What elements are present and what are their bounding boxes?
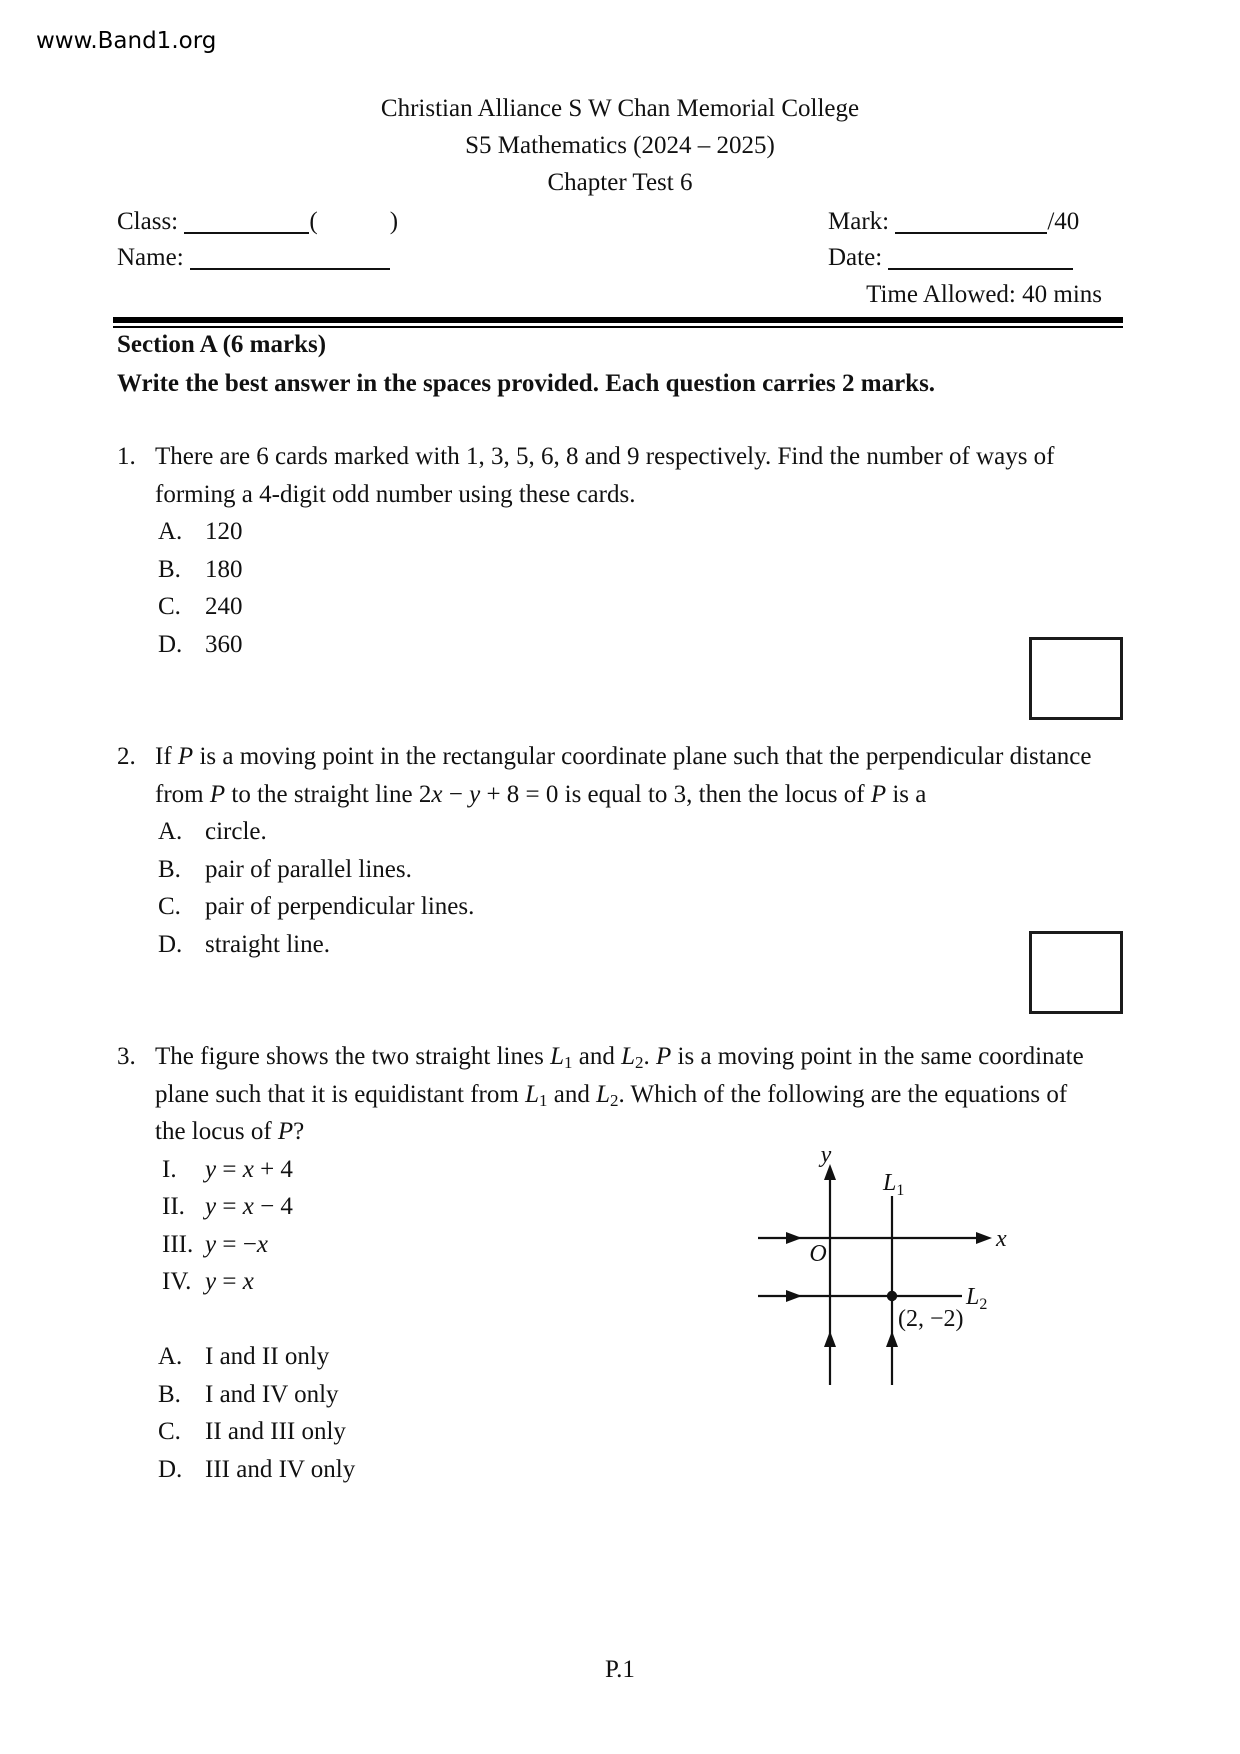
course-title: S5 Mathematics (2024 – 2025) [465, 132, 775, 159]
name-row [117, 242, 390, 274]
question-number: 1. [117, 443, 136, 470]
intersection-point [887, 1291, 897, 1301]
option-row [117, 851, 1127, 889]
statement-text: y = −x [205, 1230, 268, 1258]
line-L1-direction-arrow [886, 1331, 898, 1347]
option-row [117, 926, 1127, 964]
option-letter: C. [158, 593, 181, 620]
school-name: Christian Alliance S W Chan Memorial College [380, 95, 860, 122]
question-text: The figure shows the two straight lines $L_1$ and $L_2$. P is a moving point in the same coordinate [155, 1043, 1084, 1072]
question-number: 3. [117, 1043, 136, 1070]
option-text: III and IV only [205, 1455, 356, 1483]
question-text-line [117, 776, 1127, 814]
option-row [117, 513, 1127, 551]
statement-numeral: II. [162, 1193, 185, 1220]
option-text: straight line. [205, 930, 330, 958]
option-text: 180 [205, 555, 243, 583]
statement-text: y = x [205, 1268, 254, 1295]
section-divider-rule [113, 317, 1123, 328]
line-L2-direction-arrow [786, 1290, 802, 1302]
option-row [117, 813, 1127, 851]
question-text: forming a 4-digit odd number using these cards. [155, 480, 636, 508]
option-text: pair of perpendicular lines. [205, 893, 475, 920]
question-text: If P is a moving point in the rectangular coordinate plane such that the perpendicular distance [155, 743, 1092, 770]
option-text: pair of parallel lines. [205, 855, 412, 883]
question-text-line [117, 1076, 1127, 1114]
mark-label: Mark: [828, 208, 890, 235]
option-row [117, 588, 1127, 626]
option-text: 120 [205, 518, 243, 545]
y-axis-direction-arrow [824, 1331, 836, 1347]
option-letter: B. [158, 855, 181, 883]
question-text: There are 6 cards marked with 1, 3, 5, 6, 8 and 9 respectively. Find the number of ways of [155, 443, 1055, 470]
question-text-line [117, 438, 1127, 476]
question-text-line [117, 1038, 1127, 1076]
option-row [117, 888, 1127, 926]
option-letter: A. [158, 1343, 183, 1370]
statement-text: y = x + 4 [205, 1155, 293, 1183]
x-axis-label: x [996, 1226, 1007, 1252]
option-letter: D. [158, 630, 183, 658]
statement-text: y = x − 4 [205, 1193, 293, 1220]
option-text: circle. [205, 818, 267, 845]
question-number: 2. [117, 743, 136, 770]
statement-numeral: IV. [162, 1268, 192, 1295]
option-row [117, 1413, 1127, 1451]
option-text: 360 [205, 630, 243, 658]
class-blank[interactable] [184, 208, 309, 234]
question-text-line [117, 1113, 1127, 1151]
mark-total: /40 [1047, 208, 1080, 235]
option-letter: D. [158, 1455, 183, 1483]
section-instruction: Write the best answer in the spaces provided. Each question carries 2 marks. [117, 370, 936, 397]
y-axis-label: y [820, 1148, 832, 1168]
class-paren-open: ( [309, 208, 318, 235]
answer-box-q2[interactable] [1029, 931, 1123, 1014]
question-text-line [117, 738, 1127, 776]
option-row [117, 626, 1127, 664]
option-letter: D. [158, 930, 183, 958]
question-text: from P to the straight line 2x − y + 8 = 0 is equal to 3, then the locus of P is a [155, 780, 927, 808]
option-text: I and II only [205, 1343, 330, 1370]
page-number: P.1 [605, 1656, 635, 1683]
date-label: Date: [828, 244, 883, 271]
time-allowed: Time Allowed: 40 mins [866, 281, 1102, 308]
x-axis-direction-arrow [786, 1232, 802, 1244]
option-letter: B. [158, 1380, 181, 1408]
statement-numeral: III. [162, 1230, 194, 1258]
statement-numeral: I. [162, 1155, 177, 1183]
point-coordinates-label: (2, −2) [898, 1306, 964, 1332]
line-L1-label: $L_1$ [883, 1170, 905, 1199]
figure-q3-coordinate-diagram [750, 1148, 1012, 1394]
date-blank[interactable] [888, 244, 1073, 270]
option-text: I and IV only [205, 1380, 339, 1408]
mark-row [828, 206, 1079, 238]
x-axis-arrowhead [976, 1232, 992, 1244]
section-title: Section A (6 marks) [117, 331, 327, 358]
date-row [828, 242, 1073, 274]
option-letter: C. [158, 893, 181, 920]
line-L2-label: $L_2$ [966, 1284, 988, 1313]
option-row [117, 1451, 1127, 1489]
class-paren-close: ) [389, 208, 399, 235]
question-text: plane such that it is equidistant from $L_1$ and $L_2$. Which of the following are the equations of [155, 1080, 1068, 1110]
option-letter: A. [158, 518, 183, 545]
class-label: Class: [117, 208, 179, 235]
option-letter: A. [158, 818, 183, 845]
question-2 [117, 738, 1127, 963]
option-letter: C. [158, 1418, 181, 1445]
option-text: II and III only [205, 1418, 346, 1445]
question-text-line [117, 476, 1127, 514]
name-label: Name: [117, 244, 184, 271]
question-text: the locus of P? [155, 1118, 305, 1145]
mark-blank[interactable] [895, 208, 1047, 234]
option-text: 240 [205, 593, 243, 620]
answer-box-q1[interactable] [1029, 637, 1123, 720]
option-letter: B. [158, 555, 181, 583]
site-watermark: www.Band1.org [36, 28, 217, 54]
name-blank[interactable] [190, 244, 390, 270]
question-1 [117, 438, 1127, 663]
test-title: Chapter Test 6 [547, 169, 693, 196]
option-row [117, 551, 1127, 589]
class-row [117, 206, 398, 238]
origin-label: O [809, 1241, 827, 1267]
